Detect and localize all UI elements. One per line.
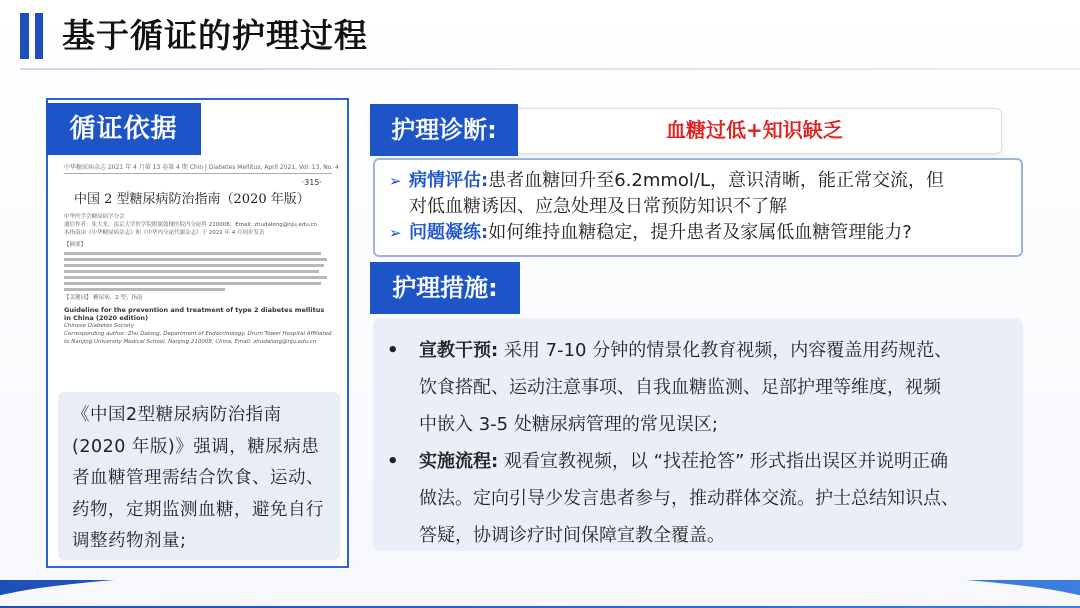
footer-curve	[0, 566, 1080, 606]
measure-item	[387, 443, 1003, 554]
header-divider	[20, 68, 1080, 70]
assessment-text-cont: 对低血糖诱因、应急处理及日常预防知识不了解	[409, 196, 787, 217]
diagnosis-value: 血糖过低+知识缺乏	[666, 118, 843, 142]
evidence-tag: 循证依据	[46, 103, 201, 155]
evidence-text: 《中国2型糖尿病防治指南(2020 年版)》强调，糖尿病患者血糖管理需结合饮食、运动、药物，定期监测血糖，避免自行调整药物剂量;	[58, 392, 340, 560]
doc-text-line	[64, 258, 327, 261]
measure-text: 答疑，协调诊疗时间保障宣教全覆盖。	[419, 525, 725, 546]
doc-text-line	[64, 282, 321, 285]
measure-key: 实施流程:	[419, 451, 499, 472]
assessment-text: 如何维持血糖稳定，提升患者及家属低血糖管理能力?	[488, 222, 912, 243]
assessment-text: 患者血糖回升至6.2mmol/L，意识清晰，能正常交流，但	[488, 170, 945, 191]
header-accent-bar	[20, 13, 29, 59]
measure-item	[387, 332, 1003, 443]
doc-keywords: 【关键词】 糖尿病，2 型；指南	[64, 295, 143, 301]
bullet-icon: •	[387, 340, 399, 361]
doc-text-line	[64, 252, 321, 255]
header-accent-bar	[35, 13, 43, 59]
arrow-bullet-icon: ➢	[389, 224, 402, 242]
page-title: 基于循证的护理过程	[62, 16, 368, 55]
doc-page-number: ·315·	[301, 178, 322, 187]
doc-text-line	[64, 264, 324, 267]
doc-text-line	[64, 288, 225, 291]
assessment-key: 问题凝练:	[409, 222, 489, 243]
doc-english-org: Chinese Diabetes Society	[64, 323, 135, 329]
diagnosis-tag: 护理诊断:	[370, 104, 518, 156]
measure-text: 中嵌入 3-5 处糖尿病管理的常见误区;	[419, 414, 718, 435]
guideline-document-image	[56, 160, 340, 380]
doc-english-title: Guideline for the prevention and treatment of type 2 diabetes mellitus in China (2020 edition)	[64, 306, 325, 322]
doc-text-line	[64, 270, 319, 273]
doc-text-line	[64, 276, 327, 279]
measures-box	[373, 318, 1023, 551]
doc-cite: 本指南由《中华糖尿病杂志》和《中华内分泌代谢杂志》于 2021 年 4 月同步发表	[64, 230, 265, 236]
arrow-bullet-icon: ➢	[389, 172, 402, 190]
bullet-icon: •	[387, 451, 399, 472]
doc-author: 通信作者：朱大龙，南京大学医学院附属鼓楼医院内分泌科 210008，Email: zhudalong@nju.edu.cn	[64, 222, 318, 228]
doc-journal-header: 中华糖尿病杂志 2021 年 4 月第 13 卷第 4 期 Chin J Diabetes Mellitus, April 2021, Vol. 13, No. 4	[64, 162, 332, 174]
measure-key: 宣教干预:	[419, 340, 499, 361]
assessment-item	[389, 168, 1009, 194]
doc-abstract-label: 【摘要】	[64, 242, 87, 248]
measure-text: 饮食搭配、运动注意事项、自我血糖监测、足部护理等维度，视频	[419, 377, 941, 398]
measure-text: 做法。定向引导少发言患者参与，推动群体交流。护士总结知识点、	[419, 488, 959, 509]
measure-text: 观看宣教视频，以 “找茬抢答” 形式指出误区并说明正确	[498, 451, 949, 472]
assessment-key: 病情评估:	[409, 170, 489, 191]
measures-tag: 护理措施:	[370, 262, 520, 314]
measure-text: 采用 7-10 分钟的情景化教育视频，内容覆盖用药规范、	[498, 340, 953, 361]
doc-org: 中华医学会糖尿病学分会	[64, 214, 125, 220]
assessment-item	[389, 220, 1009, 246]
doc-english-author: Corresponding author: Zhu Dalong, Department of Endocrinology, Drum Tower Hospital Affiliated to Nanjing University Medical School, Nanjing 210008, China, Email: zhudalong@nju.edu.cn	[64, 331, 332, 345]
assessment-box	[373, 158, 1023, 257]
doc-title: 中国 2 型糖尿病防治指南（2020 年版）	[74, 192, 310, 207]
